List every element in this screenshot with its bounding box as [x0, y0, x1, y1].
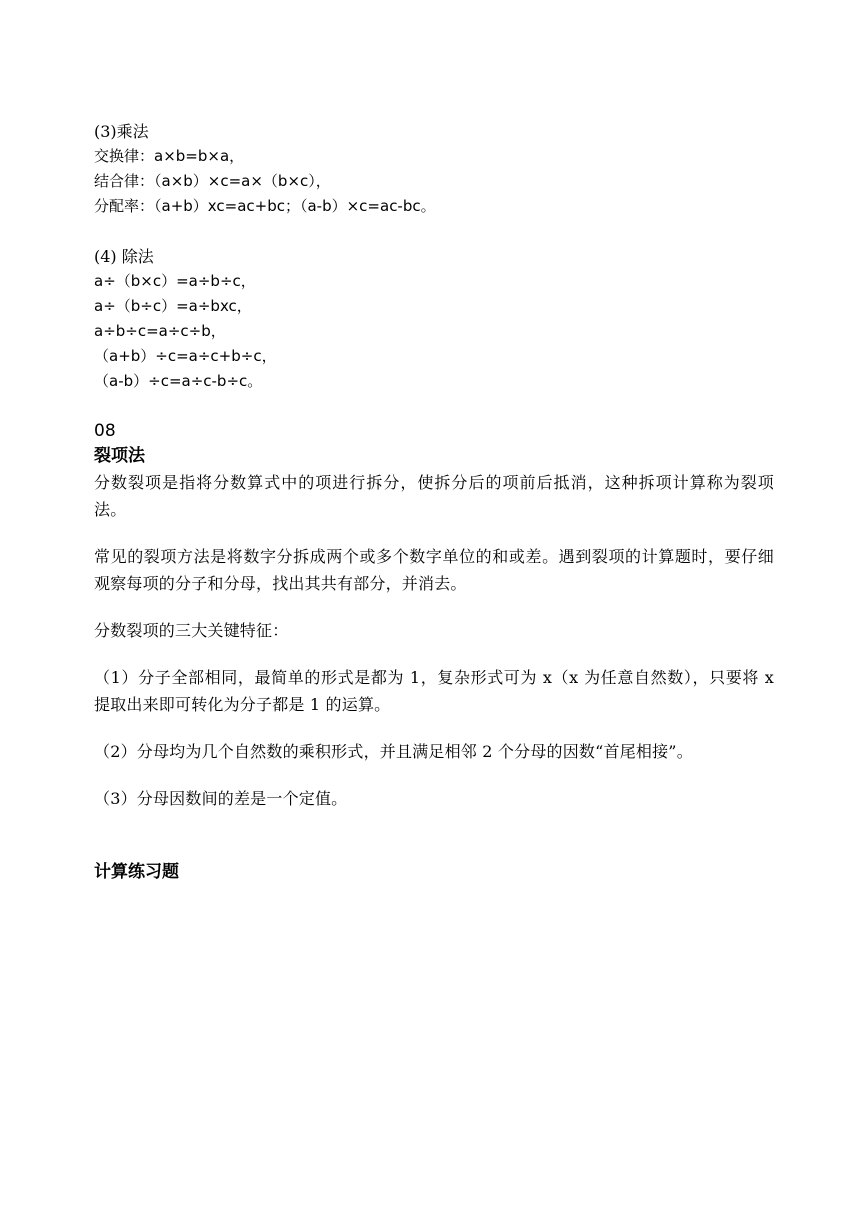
practice-title: 计算练习题 [94, 862, 179, 882]
paragraph-definition: 分数裂项是指将分数算式中的项进行拆分，使拆分后的项前后抵消，这种拆项计算称为裂项法。 [94, 473, 774, 519]
paragraph-features-intro: 分数裂项的三大关键特征： [94, 621, 289, 640]
division-rule-4: （a+b）÷c=a÷c+b÷c， [94, 347, 277, 365]
division-rule-5: （a-b）÷c=a÷c-b÷c。 [94, 372, 263, 390]
division-rule-2: a÷（b÷c）=a÷bxc， [94, 297, 252, 315]
multiplication-heading: (3)乘法 [94, 122, 149, 141]
distributive-law: 分配率：（a+b）xc=ac+bc；（a-b）×c=ac-bc。 [94, 197, 436, 215]
document-page [94, 119, 774, 885]
paragraph-method: 常见的裂项方法是将数字分拆成两个或多个数字单位的和或差。遇到裂项的计算题时，要仔细观察每项的分子和分母，找出其共有部分，并消去。 [94, 547, 774, 593]
division-heading: (4) 除法 [94, 247, 154, 266]
division-rule-3: a÷b÷c=a÷c÷b， [94, 322, 226, 340]
paragraph-feature-1: （1）分子全部相同，最简单的形式是都为 1，复杂形式可为 x（x 为任意自然数），只要将 x 提取出来即可转化为分子都是 1 的运算。 [94, 668, 774, 714]
commutative-law: 交换律：a×b=b×a， [94, 147, 245, 165]
paragraph-feature-2: （2）分母均为几个自然数的乘积形式，并且满足相邻 2 个分母的因数“首尾相接”。 [94, 742, 693, 761]
section-title: 裂项法 [94, 446, 145, 466]
associative-law: 结合律：（a×b）×c=a×（b×c）， [94, 172, 331, 190]
section-number: 08 [94, 421, 116, 441]
division-rule-1: a÷（b×c）=a÷b÷c， [94, 272, 256, 290]
paragraph-feature-3: （3）分母因数间的差是一个定值。 [94, 789, 348, 808]
